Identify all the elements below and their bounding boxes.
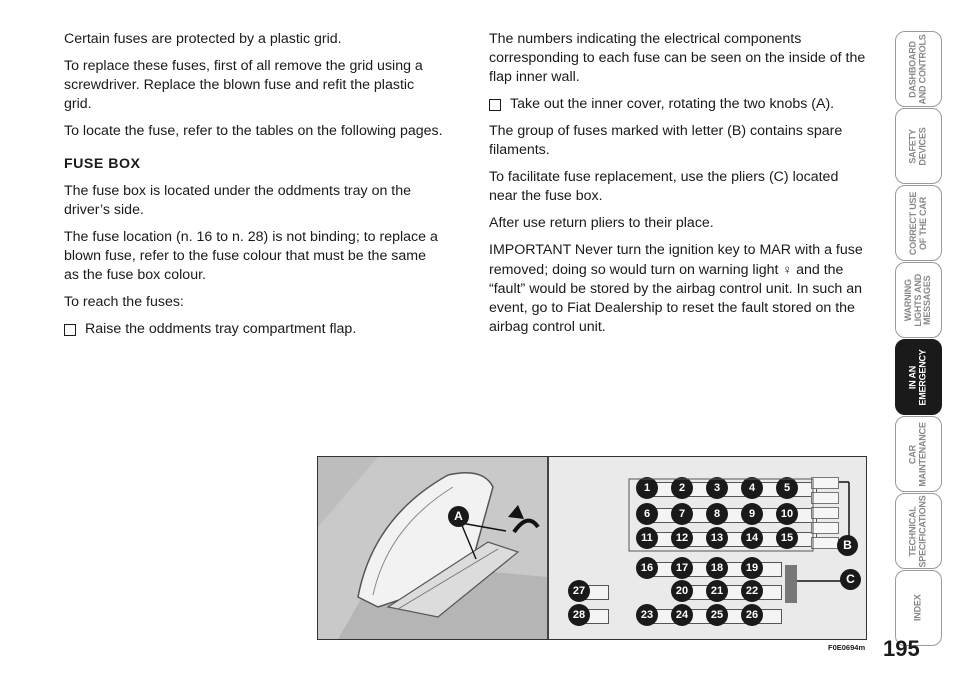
tab-label: TECHNICAL SPECIFICATIONS bbox=[908, 494, 928, 568]
checkbox-bullet-icon bbox=[64, 324, 76, 336]
tab-label: INDEX bbox=[912, 594, 923, 622]
oddments-tray-illustration bbox=[318, 457, 547, 639]
tab-safety-devices[interactable] bbox=[895, 108, 942, 184]
fuse-number-11: 11 bbox=[636, 527, 658, 549]
paragraph: The fuse box is located under the oddments tray on the driver’s side. bbox=[64, 183, 412, 218]
tab-dashboard-and-controls[interactable] bbox=[895, 31, 942, 107]
tab-label: WARNING LIGHTS AND MESSAGES bbox=[903, 273, 933, 327]
fuse-number-8: 8 bbox=[706, 503, 728, 525]
section-heading: FUSE BOX bbox=[64, 156, 141, 172]
fuse-number-20: 20 bbox=[671, 580, 693, 602]
tab-index[interactable] bbox=[895, 570, 942, 646]
bullet-item bbox=[489, 95, 867, 114]
bullet-text: Raise the oddments tray compartment flap. bbox=[85, 321, 357, 337]
figure-code: F0E0694m bbox=[828, 643, 866, 652]
paragraph: The fuse location (n. 16 to n. 28) is not binding; to replace a blown fuse, refer to the fuse colour that must be the same as the fuse box colour. bbox=[64, 229, 438, 283]
tab-correct-use-of-the-car[interactable] bbox=[895, 185, 942, 261]
marker-c: C bbox=[840, 569, 861, 590]
fuse-number-24: 24 bbox=[671, 604, 693, 626]
fuse-number-26: 26 bbox=[741, 604, 763, 626]
tab-warning-lights-and-messages[interactable] bbox=[895, 262, 942, 338]
paragraph: To replace these fuses, first of all remove the grid using a screwdriver. Replace the blown fuse and refit the plastic grid. bbox=[64, 58, 423, 112]
fuse-number-13: 13 bbox=[706, 527, 728, 549]
fuse-number-23: 23 bbox=[636, 604, 658, 626]
fuse-number-9: 9 bbox=[741, 503, 763, 525]
page-number: 195 bbox=[883, 636, 920, 661]
fuse-number-21: 21 bbox=[706, 580, 728, 602]
bullet-text: Take out the inner cover, rotating the two knobs (A). bbox=[510, 96, 835, 112]
marker-a: A bbox=[448, 506, 469, 527]
paragraph: After use return pliers to their place. bbox=[489, 215, 714, 231]
fuse-number-27: 27 bbox=[568, 580, 590, 602]
fuse-number-28: 28 bbox=[568, 604, 590, 626]
fuse-number-22: 22 bbox=[741, 580, 763, 602]
fuse-number-16: 16 bbox=[636, 557, 658, 579]
important-text-continued: and the “fault” would be stored by the airbag control unit. In such an event, go to Fiat Dealership to reset the fault stored on the airbag control unit. bbox=[489, 262, 863, 335]
tab-label: SAFETY DEVICES bbox=[908, 126, 928, 166]
tab-label: IN AN EMERGENCY bbox=[908, 348, 928, 406]
tab-technical-specifications[interactable] bbox=[895, 493, 942, 569]
fuse-number-1: 1 bbox=[636, 477, 658, 499]
paragraph: To locate the fuse, refer to the tables on the following pages. bbox=[64, 123, 443, 139]
airbag-warning-light-icon: ♀ bbox=[782, 262, 793, 277]
fuse-number-2: 2 bbox=[671, 477, 693, 499]
paragraph: To facilitate fuse replacement, use the pliers (C) located near the fuse box. bbox=[489, 169, 839, 204]
fuse-number-25: 25 bbox=[706, 604, 728, 626]
left-text-column bbox=[64, 30, 444, 347]
paragraph: To reach the fuses: bbox=[64, 294, 184, 310]
checkbox-bullet-icon bbox=[489, 99, 501, 111]
tab-in-an-emergency[interactable] bbox=[895, 339, 942, 415]
fuse-number-12: 12 bbox=[671, 527, 693, 549]
fuse-number-4: 4 bbox=[741, 477, 763, 499]
paragraph: Certain fuses are protected by a plastic grid. bbox=[64, 31, 342, 47]
fuse-number-5: 5 bbox=[776, 477, 798, 499]
bullet-item bbox=[64, 320, 444, 339]
section-tabs bbox=[895, 0, 960, 679]
fuse-layout-diagram bbox=[549, 457, 866, 639]
paragraph: The group of fuses marked with letter (B) contains spare filaments. bbox=[489, 123, 843, 158]
fuse-number-15: 15 bbox=[776, 527, 798, 549]
right-text-column bbox=[489, 30, 867, 345]
important-text: IMPORTANT Never turn the ignition key to MAR with a fuse removed; doing so would turn on warning light bbox=[489, 242, 863, 278]
fuse-number-7: 7 bbox=[671, 503, 693, 525]
fuse-number-6: 6 bbox=[636, 503, 658, 525]
tab-car-maintenance[interactable] bbox=[895, 416, 942, 492]
fuse-number-18: 18 bbox=[706, 557, 728, 579]
tab-label: CORRECT USE OF THE CAR bbox=[908, 191, 928, 255]
tab-label: DASHBOARD AND CONTROLS bbox=[908, 33, 928, 105]
tab-label: CAR MAINTENANCE bbox=[908, 421, 928, 487]
marker-b: B bbox=[837, 535, 858, 556]
fuse-number-19: 19 bbox=[741, 557, 763, 579]
paragraph: The numbers indicating the electrical components corresponding to each fuse can be seen on the inside of the flap inner wall. bbox=[489, 31, 866, 85]
fuse-number-17: 17 bbox=[671, 557, 693, 579]
fuse-number-3: 3 bbox=[706, 477, 728, 499]
fuse-number-14: 14 bbox=[741, 527, 763, 549]
fuse-box-figure bbox=[317, 456, 867, 640]
fuse-number-10: 10 bbox=[776, 503, 798, 525]
important-paragraph bbox=[489, 241, 867, 337]
